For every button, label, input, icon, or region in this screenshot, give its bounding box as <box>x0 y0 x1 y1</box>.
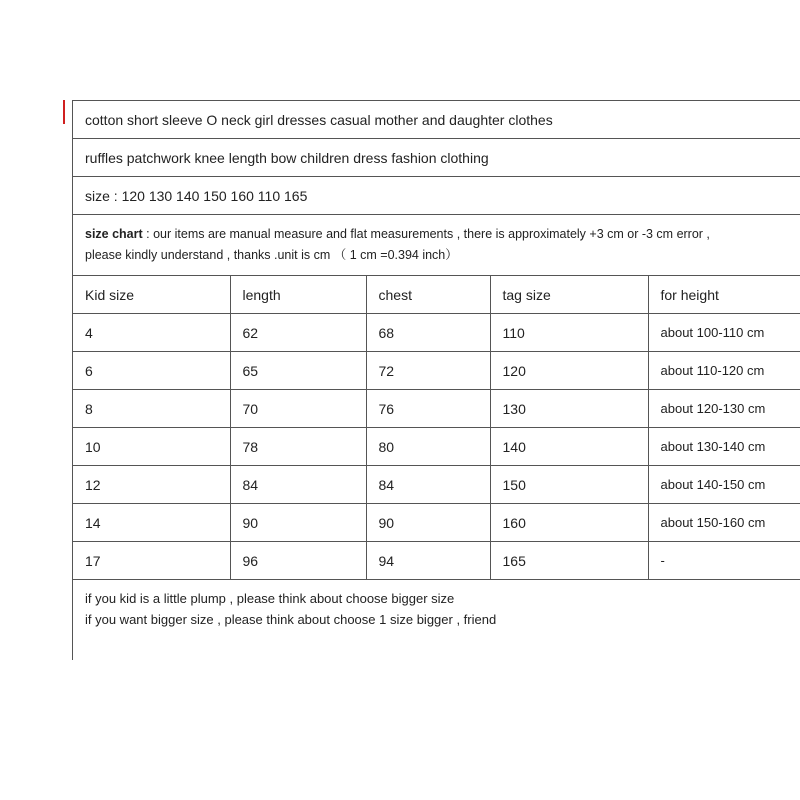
sizes-line-text: size : 120 130 140 150 160 110 165 <box>85 188 308 204</box>
cell-kid-size: 17 <box>73 542 230 580</box>
table-row <box>73 428 800 466</box>
cell-length: 62 <box>230 314 366 352</box>
cell-chest: 72 <box>366 352 490 390</box>
cell-for-height: about 100-110 cm <box>648 314 800 352</box>
fit-advice-line-1: if you kid is a little plump , please think about choose bigger size <box>85 591 455 606</box>
cell-tag-size: 165 <box>490 542 648 580</box>
table-row <box>73 390 800 428</box>
cell-for-height: - <box>648 542 800 580</box>
table-row <box>73 314 800 352</box>
cell-chest: 76 <box>366 390 490 428</box>
size-chart-label: size chart <box>85 227 143 241</box>
header-chest: chest <box>366 276 490 314</box>
cell-for-height: about 140-150 cm <box>648 466 800 504</box>
cell-chest: 90 <box>366 504 490 542</box>
cell-kid-size: 10 <box>73 428 230 466</box>
header-length: length <box>230 276 366 314</box>
title-line-2 <box>73 138 800 176</box>
title-line-1-text: cotton short sleeve O neck girl dresses casual mother and daughter clothes <box>85 112 553 128</box>
sizes-line <box>73 176 800 214</box>
size-chart-note <box>73 214 800 267</box>
fit-advice-note <box>85 588 496 630</box>
fit-advice-line-2: if you want bigger size , please think about choose 1 size bigger , friend <box>85 612 497 627</box>
cell-length: 96 <box>230 542 366 580</box>
cell-kid-size: 12 <box>73 466 230 504</box>
cell-tag-size: 110 <box>490 314 648 352</box>
cell-for-height: about 130-140 cm <box>648 428 800 466</box>
cell-chest: 84 <box>366 466 490 504</box>
cell-tag-size: 130 <box>490 390 648 428</box>
cell-length: 65 <box>230 352 366 390</box>
cell-chest: 94 <box>366 542 490 580</box>
size-chart-table <box>73 275 800 580</box>
cell-kid-size: 8 <box>73 390 230 428</box>
table-row <box>73 466 800 504</box>
header-for-height: for height <box>648 276 800 314</box>
cell-length: 78 <box>230 428 366 466</box>
header-tag-size: tag size <box>490 276 648 314</box>
size-chart-note-line-1 <box>85 224 800 245</box>
red-accent-mark <box>63 100 65 124</box>
cell-kid-size: 4 <box>73 314 230 352</box>
cell-tag-size: 150 <box>490 466 648 504</box>
cell-for-height: about 110-120 cm <box>648 352 800 390</box>
table-row <box>73 352 800 390</box>
cell-kid-size: 14 <box>73 504 230 542</box>
size-chart-note-line-2: please kindly understand , thanks .unit is cm （ 1 cm =0.394 inch） <box>85 248 458 262</box>
cell-kid-size: 6 <box>73 352 230 390</box>
cell-for-height: about 120-130 cm <box>648 390 800 428</box>
cell-tag-size: 140 <box>490 428 648 466</box>
title-line-1 <box>73 100 800 138</box>
table-row <box>73 542 800 580</box>
cell-tag-size: 160 <box>490 504 648 542</box>
table-header-row <box>73 276 800 314</box>
cell-length: 90 <box>230 504 366 542</box>
cell-length: 70 <box>230 390 366 428</box>
cell-chest: 68 <box>366 314 490 352</box>
table-row <box>73 504 800 542</box>
cell-tag-size: 120 <box>490 352 648 390</box>
size-chart-note-text-1: : our items are manual measure and flat measurements , there is approximately +3 cm or -3 cm error , <box>142 227 710 241</box>
cell-for-height: about 150-160 cm <box>648 504 800 542</box>
product-description-panel <box>72 100 800 660</box>
title-line-2-text: ruffles patchwork knee length bow children dress fashion clothing <box>85 150 489 166</box>
header-kid-size: Kid size <box>73 276 230 314</box>
cell-chest: 80 <box>366 428 490 466</box>
cell-length: 84 <box>230 466 366 504</box>
